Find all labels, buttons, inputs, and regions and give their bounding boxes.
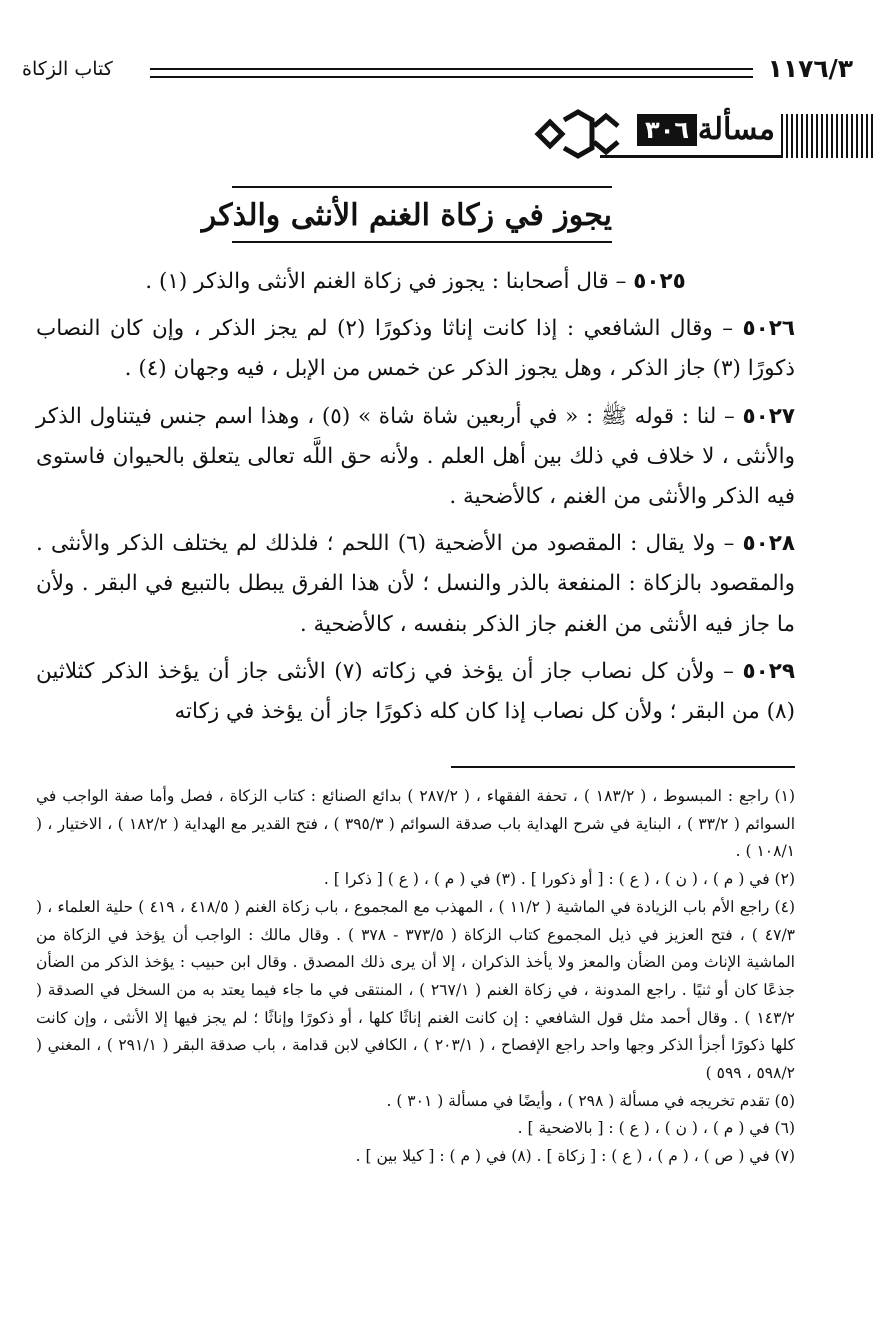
footnote: (٦) في ( م ) ، ( ن ) ، ( ع ) : [ بالاضحية ] . bbox=[517, 1119, 795, 1138]
paragraph-text: – لنا : قوله ﷺ : « في أربعين شاة شاة » (٥) ، وهذا اسم جنس فيتناول الذكر والأنثى ، لا خلاف في ذلك بين أهل العلم . ولأنه حق اللَّه تعالى يتعلق بالحيوان فاستوى فيه الذكر والأنثى من الغنم ، كالأضحية . bbox=[36, 403, 795, 510]
paragraph-text: – ولا يقال : المقصود من الأضحية (٦) اللحم ؛ فلذلك لم يختلف الذكر والأنثى . والمقصود بالزكاة : المنفعة بالذر والنسل ؛ لأن هذا الفرق يبطل بالتبيع في البقر . ولأن ما جاز فيه الأنثى من الغنم جاز الذكر بنفسه ، كالأضحية . bbox=[36, 531, 795, 637]
hatch-pattern bbox=[781, 114, 873, 158]
paragraph-text: – ولأن كل نصاب جاز أن يؤخذ في زكاته (٧) الأنثى جاز أن يؤخذ الذكر كثلاثين (٨) من البقر ؛ ولأن كل نصاب إذا كان كله ذكورًا جاز أن يؤخذ في زكاته bbox=[36, 658, 795, 725]
paragraph bbox=[36, 397, 795, 518]
page-title: يجوز في زكاة الغنم الأنثى والذكر bbox=[201, 198, 612, 233]
paragraph-number: ٥٠٢٧ bbox=[742, 403, 795, 429]
paragraph bbox=[36, 652, 795, 732]
paragraph bbox=[36, 309, 795, 389]
page-number: ١١٧٦/٣ bbox=[767, 54, 853, 83]
running-header bbox=[22, 54, 853, 88]
footnote: (١) راجع : المبسوط ، ( ١٨٣/٢ ) ، تحفة الفقهاء ، ( ٢٨٧/٢ ) بدائع الصنائع : كتاب الزكاة ، فصل وأما صفة الواجب في السوائم ( ٣٣/٢ ) ، البناية في شرح الهداية باب صدقة السوائم ( ٣٩٥/٣ ) ، فتح القدير مع الهداية ( ١٨٢/٢ ) ، الاختيار ، ( ١٠٨/١ ) . bbox=[36, 787, 795, 861]
paragraph bbox=[36, 262, 795, 302]
book-title: كتاب الزكاة bbox=[22, 58, 113, 80]
paragraph-number: ٥٠٢٦ bbox=[742, 316, 796, 342]
masala-number: ٣٠٦ bbox=[637, 114, 697, 146]
paragraph-number: ٥٠٢٨ bbox=[742, 531, 795, 557]
paragraph bbox=[36, 524, 795, 645]
paragraph-text: – وقال الشافعي : إذا كانت إناثا وذكورًا (٢) لم يجز الذكر ، وإن كان النصاب ذكورًا (٣) جاز الذكر ، وهل يجوز الذكر عن خمس من الإبل ، فيه وجهان (٤) . bbox=[36, 316, 795, 382]
paragraph-number: ٥٠٢٩ bbox=[742, 658, 795, 684]
title-rule-bottom bbox=[232, 241, 612, 243]
ornament-icon bbox=[530, 104, 630, 164]
masala-banner bbox=[530, 100, 873, 164]
footnotes bbox=[36, 783, 795, 1171]
footnote: (٤) راجع الأم باب الزيادة في الماشية ( ١١/٢ ) ، المهذب مع المجموع ، باب زكاة الغنم ( ٤١٨/٥ ، ٤١٩ ) حلية العلماء ، ( ٤٧/٣ ) ، فتح العزيز في ذيل المجموع كتاب الزكاة ( ٣٧٣/٥ - ٣٧٨ ) . وقال مالك : الواجب أن يؤخذ في الزكاة من الماشية الإناث ومن الضأن والمعز ولا يأخذ الذكران ، إلا أن يرى ذلك المصدق . وقال ابن حبيب : يؤخذ الذكر من الضأن جذعًا كان أو ثنيًا . راجع المدونة ، في زكاة الغنم ( ٢٦٧/١ ) ، المنتقى في ما جاء فيما يعتد به من السخل في الصدقة ( ١٤٣/٢ ) . وقال أحمد مثل قول الشافعي : إن كانت الغنم إناثًا كلها ، أو ذكورًا وإناثًا ؛ لم يجز فيها إلا الأنثى ، وإن كانت كلها ذكورًا أجزأ الذكر وجها واحد راجع الإفصاح ، ( ٢٠٣/١ ) ، الكافي لابن قدامة ، باب صدقة البقر ( ٢٩١/١ ) ، المغني ( ٥٩٨/٢ ، ٥٩٩ ) bbox=[36, 897, 795, 1083]
header-rule bbox=[150, 68, 753, 78]
footnote-separator bbox=[451, 766, 795, 768]
paragraph-text: – قال أصحابنا : يجوز في زكاة الغنم الأنثى والذكر (١) . bbox=[145, 269, 627, 294]
footnote: (٥) تقدم تخريجه في مسألة ( ٢٩٨ ) ، وأيضًا في مسألة ( ٣٠١ ) . bbox=[386, 1091, 795, 1110]
title-block bbox=[201, 186, 612, 243]
masala-label: مسألة bbox=[697, 112, 775, 147]
footnote: (٧) في ( ص ) ، ( م ) ، ( ع ) : [ زكاة ] . (٨) في ( م ) : [ كيلا بين ] . bbox=[355, 1147, 795, 1166]
footnote: (٢) في ( م ) ، ( ن ) ، ( ع ) : [ أو ذكورا ] . (٣) في ( م ) ، ( ع ) [ ذكرا ] . bbox=[323, 870, 795, 889]
body-text bbox=[36, 262, 795, 739]
paragraph-number: ٥٠٢٥ bbox=[633, 269, 686, 294]
